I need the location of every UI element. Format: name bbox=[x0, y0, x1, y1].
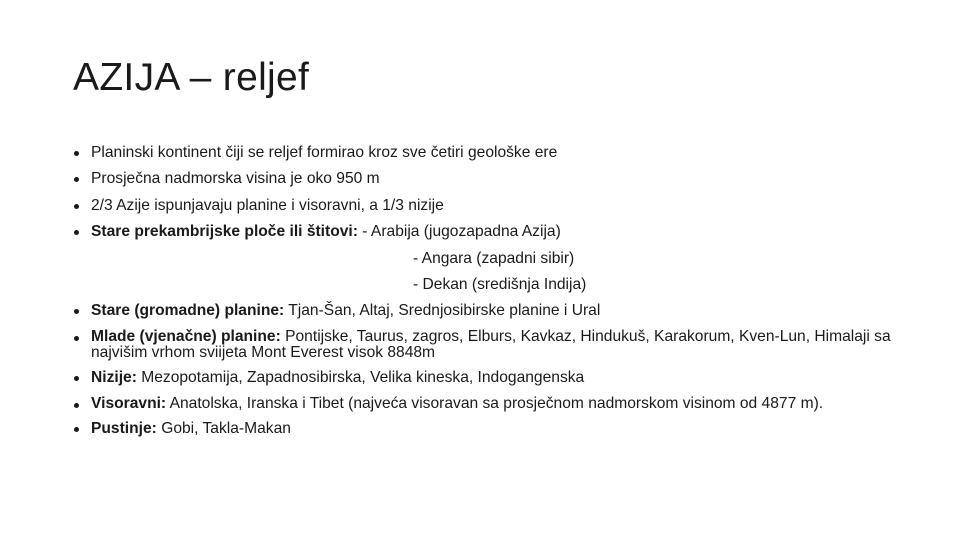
item-label: Visoravni: bbox=[91, 394, 167, 412]
item-label: Nizije: bbox=[91, 369, 137, 387]
item-text: Anatolska, Iranska i Tibet (najveća visoravan sa prosječnom nadmorskom visinom od 4877 m). bbox=[166, 394, 824, 412]
list-item bbox=[73, 369, 893, 387]
list-item bbox=[73, 329, 893, 361]
item-text: Mezopotamija, Zapadnosibirska, Velika kineska, Indogangenska bbox=[136, 369, 585, 387]
list-item bbox=[73, 396, 893, 412]
list-item bbox=[73, 144, 893, 162]
list-item bbox=[73, 302, 893, 320]
list-item bbox=[73, 170, 893, 188]
list-item-continuation bbox=[73, 250, 893, 268]
list-item bbox=[73, 223, 893, 241]
item-text: - Dekan (središnja Indija) bbox=[413, 275, 587, 293]
item-text: - Arabija (jugozapadna Azija) bbox=[357, 223, 561, 241]
item-label: Pustinje: bbox=[91, 419, 157, 437]
item-label: Stare prekambrijske ploče ili štitovi: bbox=[91, 223, 358, 241]
item-label: Stare (gromadne) planine: bbox=[91, 302, 285, 320]
bullet-list bbox=[73, 144, 893, 446]
slide-title: AZIJA – reljef bbox=[73, 56, 310, 99]
item-text: Prosječna nadmorska visina je oko 950 m bbox=[91, 170, 380, 188]
item-text: Gobi, Takla-Makan bbox=[156, 419, 291, 437]
item-text: Planinski kontinent čiji se reljef formirao kroz sve četiri geološke ere bbox=[91, 144, 558, 161]
item-text: Tjan-Šan, Altaj, Srednjosibirske planine i Ural bbox=[284, 302, 601, 320]
list-item-continuation bbox=[73, 276, 893, 294]
item-text: Pontijske, Taurus, zagros, Elburs, Kavkaz, Hindukuš, Karakorum, Kven-Lun, Himalaji sa najvišim vrhom sviijeta Mont Everest visok 8848m bbox=[91, 327, 891, 361]
item-text: 2/3 Azije ispunjavaju planine i visoravni, a 1/3 nizije bbox=[91, 196, 444, 214]
item-label: Mlade (vjenačne) planine: bbox=[91, 327, 281, 345]
list-item bbox=[73, 197, 893, 215]
item-text: - Angara (zapadni sibir) bbox=[413, 249, 575, 267]
list-item bbox=[73, 420, 893, 438]
